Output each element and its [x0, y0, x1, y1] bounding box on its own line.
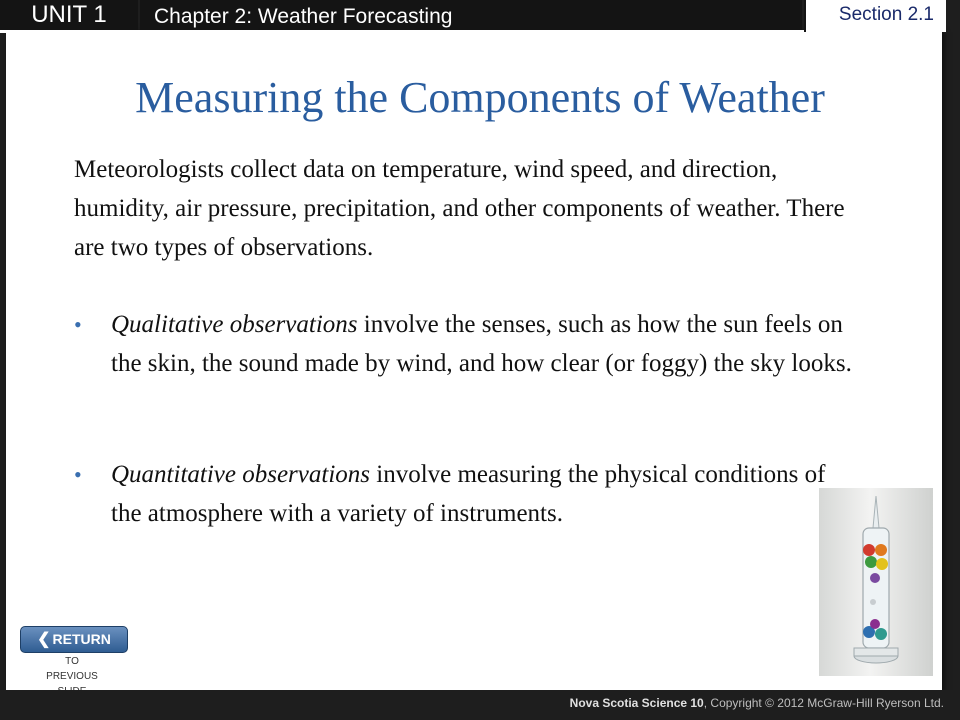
return-caption: TO PREVIOUS	[46, 656, 98, 682]
intro-paragraph: Meteorologists collect data on temperature, wind speed, and direction, humidity, air pressure, precipitation, and other components of weather. There are two types of observations.	[74, 156, 845, 261]
footer-copyright-text: , Copyright © 2012 McGraw-Hill Ryerson Ltd.	[703, 696, 944, 710]
section-label: Section 2.1	[838, 4, 934, 25]
slide-title: Measuring the Components of Weather	[135, 73, 825, 122]
bullet-body: involve measuring the physical conditions of the atmosphere with a variety of instruments.	[111, 461, 826, 527]
bullet-body: involve the senses, such as how the sun feels on the skin, the sound made by wind, and how clear (or foggy) the sky looks.	[111, 311, 852, 377]
galileo-thermometer-image	[819, 488, 933, 676]
bullet-term: Quantitative observations	[111, 461, 370, 488]
footer-copyright	[570, 696, 944, 710]
return-arrow-icon: ❮	[37, 631, 51, 648]
thermometer-illustration	[819, 488, 933, 676]
footer-bar	[0, 690, 960, 720]
bullet-quantitative	[74, 455, 854, 533]
return-label: RETURN	[52, 631, 111, 647]
bullet-dot-icon: •	[74, 312, 82, 337]
bullet-dot-icon: •	[74, 462, 82, 487]
chapter-label: Chapter 2: Weather Forecasting	[154, 5, 453, 28]
bullet-term: Qualitative observations	[111, 311, 358, 338]
bullet-text	[111, 455, 854, 533]
footer-book-title: Nova Scotia Science 10	[569, 696, 704, 710]
section-tab	[804, 0, 946, 32]
return-button[interactable]	[20, 626, 128, 653]
unit-tab: UNIT 1	[0, 0, 138, 33]
chapter-tab	[140, 0, 802, 33]
bullet-qualitative	[74, 305, 854, 383]
bullet-text	[111, 305, 854, 383]
